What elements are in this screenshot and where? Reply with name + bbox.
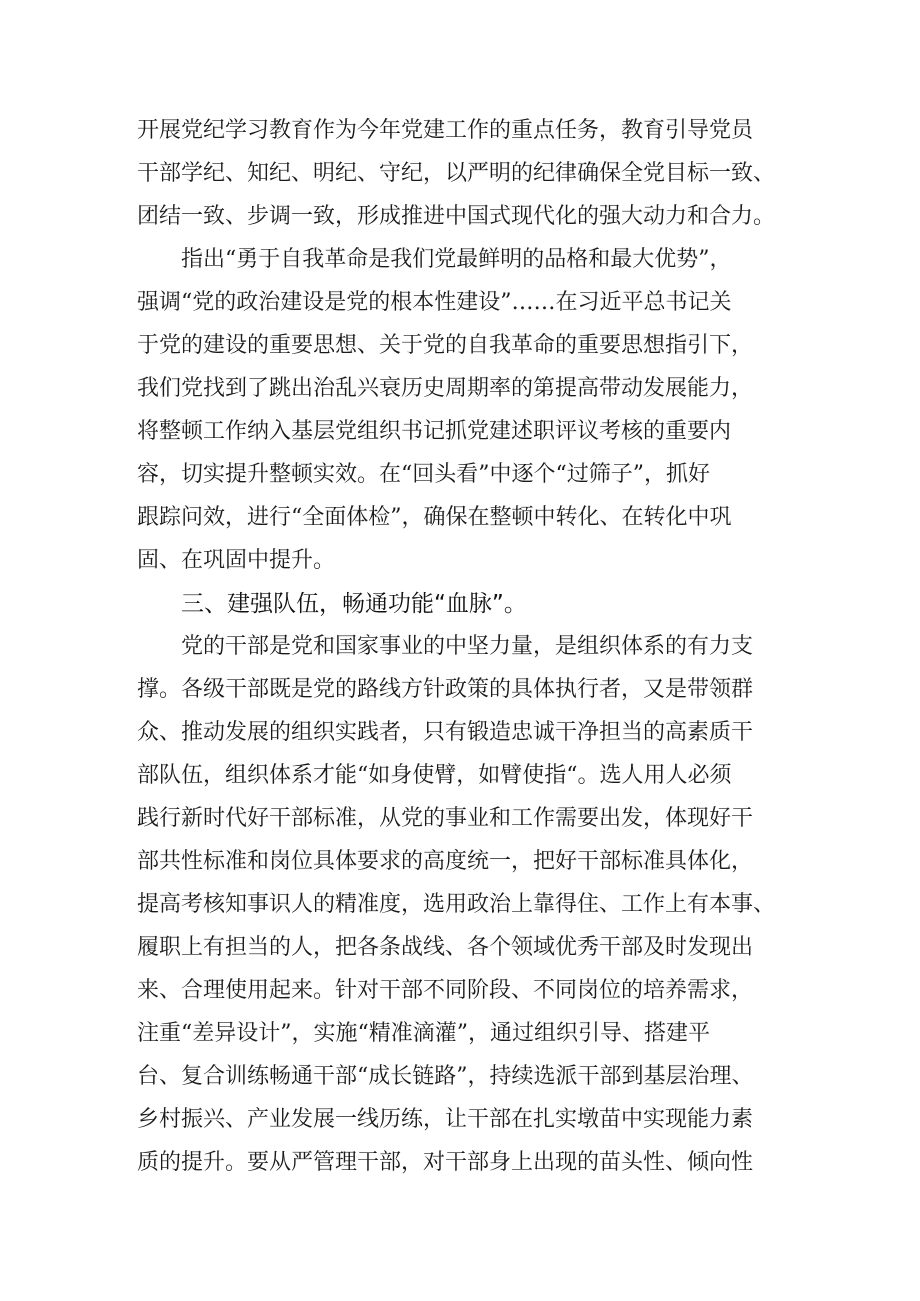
paragraph-2-line-4: 我们党找到了跳出治乱兴衰历史周期率的第提高带动发展能力， (137, 376, 754, 401)
paragraph-3-line-1: 党的干部是党和国家事业的中坚力量，是组织体系的有力支 (181, 634, 754, 659)
section-heading: 三、建强队伍，畅通功能“血脉”。 (181, 591, 527, 617)
paragraph-3-line-11: 台、复合训练畅通干部“成长链路”，持续选派干部到基层治理、 (137, 1064, 754, 1089)
paragraph-3-line-2: 撑。各级干部既是党的路线方针政策的具体执行者，又是带领群 (137, 677, 754, 702)
paragraph-3-line-9: 来、合理使用起来。针对干部不同阶段、不同岗位的培养需求， (137, 978, 754, 1003)
paragraph-3-line-4: 部队伍，组织体系才能“如身使臂，如臂使指“。选人用人必须 (137, 763, 732, 788)
paragraph-2-line-8: 固、在巩固中提升。 (137, 548, 336, 573)
paragraph-3-line-10: 注重“差异设计”，实施“精准滴灌”，通过组织引导、搭建平 (137, 1021, 710, 1046)
paragraph-2-line-2: 强调“党的政治建设是党的根本性建设”……在习近平总书记关 (137, 290, 732, 315)
paragraph-3-line-3: 众、推动发展的组织实践者，只有锻造忠诚干净担当的高素质干 (137, 720, 754, 745)
paragraph-2-line-7: 跟踪问效，进行“全面体检”，确保在整顿中转化、在转化中巩 (137, 505, 732, 530)
paragraph-2-line-6: 容，切实提升整顿实效。在“回头看”中逐个“过筛子”，抓好 (137, 462, 710, 487)
paragraph-2-line-5: 将整顿工作纳入基层党组织书记抓党建述职评议考核的重要内 (137, 419, 732, 444)
paragraph-3-line-6: 部共性标准和岗位具体要求的高度统一，把好干部标准具体化， (137, 849, 754, 874)
paragraph-2-line-1: 指出“勇于自我革命是我们党最鲜明的品格和最大优势”， (181, 247, 732, 272)
paragraph-3-line-12: 乡村振兴、产业发展一线历练，让干部在扎实墩苗中实现能力素 (137, 1107, 754, 1132)
paragraph-1-line-3: 团结一致、步调一致，形成推进中国式现代化的强大动力和合力。 (137, 204, 776, 229)
paragraph-3-line-7: 提高考核知事识人的精准度，选用政治上靠得住、工作上有本事、 (137, 892, 776, 917)
paragraph-1-line-1: 开展党纪学习教育作为今年党建工作的重点任务，教育引导党员 (137, 118, 754, 143)
paragraph-3-line-8: 履职上有担当的人，把各条战线、各个领域优秀干部及时发现出 (137, 935, 754, 960)
paragraph-3-line-5: 践行新时代好干部标准，从党的事业和工作需要出发，体现好干 (137, 806, 754, 831)
paragraph-2-line-3: 于党的建设的重要思想、关于党的自我革命的重要思想指引下， (137, 333, 754, 358)
paragraph-3-line-13: 质的提升。要从严管理干部，对干部身上出现的苗头性、倾向性 (137, 1150, 754, 1175)
paragraph-1-line-2: 干部学纪、知纪、明纪、守纪，以严明的纪律确保全党目标一致、 (137, 161, 776, 186)
